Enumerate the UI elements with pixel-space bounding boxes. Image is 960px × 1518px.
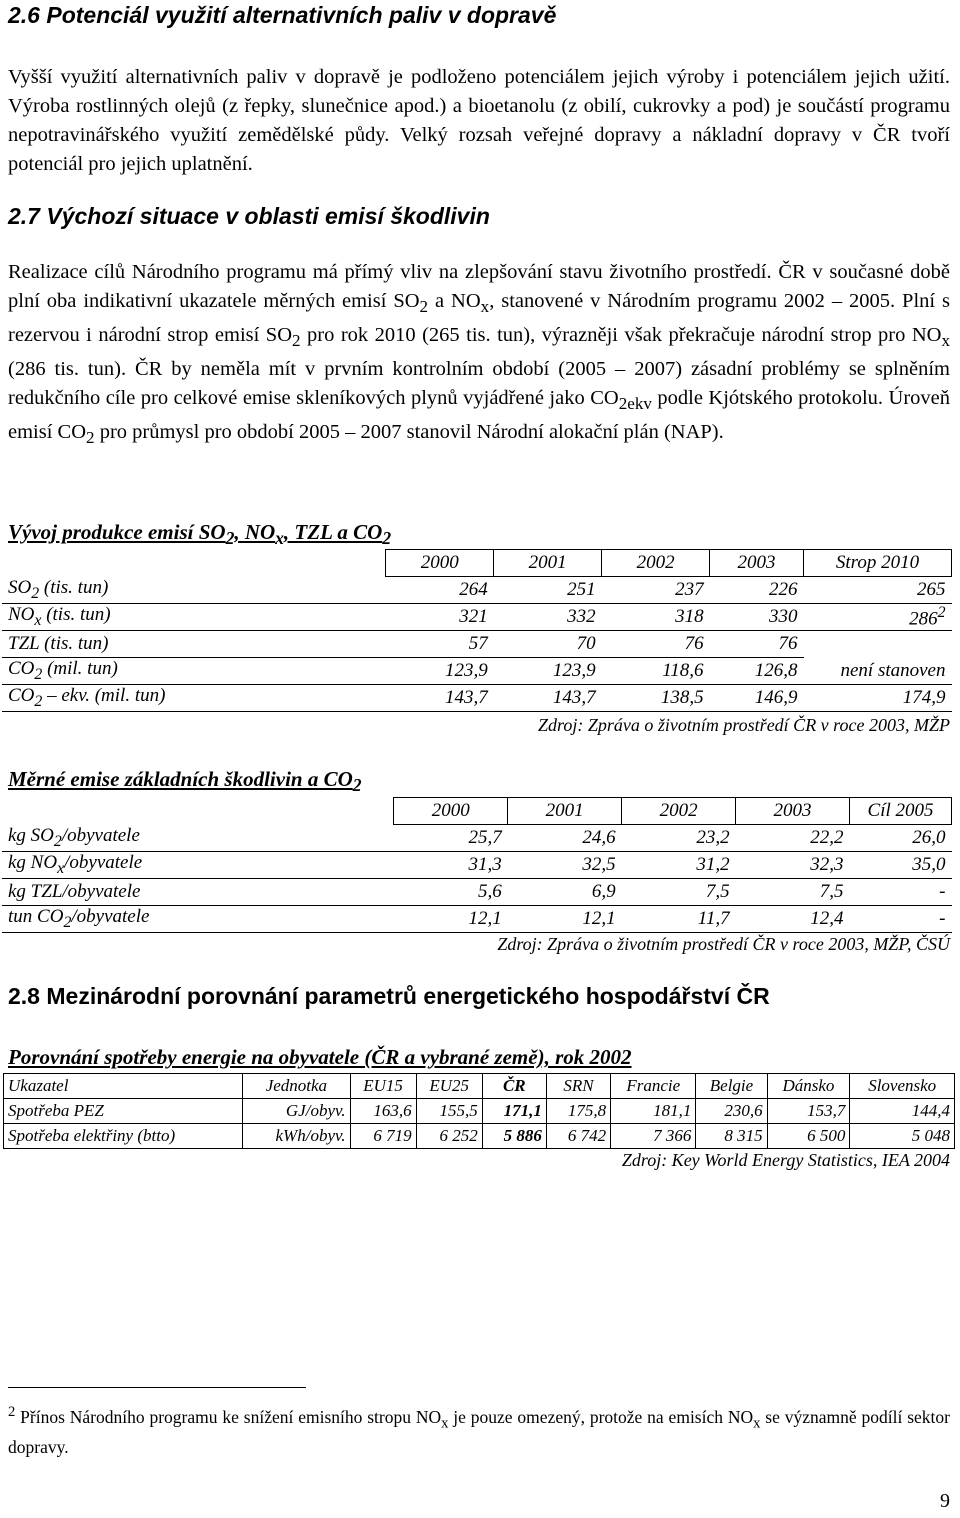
table-cell: 123,9 xyxy=(386,658,494,685)
table1-row-label: TZL (tis. tun) xyxy=(2,631,386,658)
table-cell: 7,5 xyxy=(736,879,850,906)
table2-caption: Měrné emise základních škodlivin a $CO_2$ xyxy=(8,767,362,796)
table-cell: 12,1 xyxy=(394,906,508,933)
table-cell: 251 xyxy=(494,577,602,604)
table-row xyxy=(2,879,952,906)
section-2-7-paragraph: Realizace cílů Národního programu má přímý vliv na zlepšování stavu životního prostředí. ČR v současné době plní oba indikativní ukazatele měrných emisí $SO_2$ a $NO_x$, stanovené v Národním programu 2002 – 2005. Plní s rezervou i národní strop emisí $SO_2$ pro rok 2010 (265 tis. tun), výrazněji však překračuje národní strop pro $NO_x$ (286 tis. tun). ČR by neměla mít v prvním kontrolním období (2005 – 2007) zásadní problémy se splněním redukčního cíle pro celkové emise skleníkových plynů vyjádřené jako $CO_{2ekv}$ podle Kjótského protokolu. Úroveň emisí $CO_2$ pro průmysl pro období 2005 – 2007 stanovil Národní alokační plán (NAP). xyxy=(8,261,950,448)
table-cell: 143,7 xyxy=(386,685,494,712)
table-cell: 181,1 xyxy=(611,1099,696,1124)
table1-emissions xyxy=(2,549,952,712)
table2-row-label: kg $SO_2$/obyvatele xyxy=(2,825,394,852)
table3-source: Zdroj: Key World Energy Statistics, IEA 2004 xyxy=(621,1150,950,1170)
table3-header: Francie xyxy=(611,1074,696,1099)
table-cell: 5 886 xyxy=(482,1124,546,1149)
table-cell: 12,1 xyxy=(508,906,622,933)
table-cell: 126,8 xyxy=(710,658,804,685)
table3-header: Ukazatel xyxy=(4,1074,243,1099)
table-cell: 143,7 xyxy=(494,685,602,712)
table-cell: 123,9 xyxy=(494,658,602,685)
table-cell: 144,4 xyxy=(850,1099,955,1124)
table-cell: 6 252 xyxy=(416,1124,482,1149)
table2-header: 2000 xyxy=(394,798,508,825)
table-cell: 32,5 xyxy=(508,852,622,879)
table2-header: 2002 xyxy=(622,798,736,825)
table1-row-label: $SO_2$ (tis. tun) xyxy=(2,577,386,604)
table3-header: SRN xyxy=(546,1074,610,1099)
table1-source: Zdroj: Zpráva o životním prostředí ČR v roce 2003, MŽP xyxy=(538,715,950,735)
table2-header: 2001 xyxy=(508,798,622,825)
table1-header: 2001 xyxy=(494,550,602,577)
table1-header: 2003 xyxy=(710,550,804,577)
table3-header: Slovensko xyxy=(850,1074,955,1099)
table-cell: 171,1 xyxy=(482,1099,546,1124)
table1-row-label: $NO_x$ (tis. tun) xyxy=(2,604,386,631)
table2-header: Cíl 2005 xyxy=(850,798,952,825)
table-cell: 31,2 xyxy=(622,852,736,879)
table-cell: Spotřeba elektřiny (btto) xyxy=(4,1124,243,1149)
table-cell: 226 xyxy=(710,577,804,604)
table1-header: 2002 xyxy=(602,550,710,577)
table-cell: 7 366 xyxy=(611,1124,696,1149)
table-row xyxy=(2,685,952,712)
table-cell: 318 xyxy=(602,604,710,631)
table-cell: 35,0 xyxy=(850,852,952,879)
table-cell: kWh/obyv. xyxy=(243,1124,350,1149)
table-cell: GJ/obyv. xyxy=(243,1099,350,1124)
table2-header-row xyxy=(2,798,952,825)
table-cell: 230,6 xyxy=(696,1099,767,1124)
table1-header: 2000 xyxy=(386,550,494,577)
table3-header: Jednotka xyxy=(243,1074,350,1099)
table-cell: 5 048 xyxy=(850,1124,955,1149)
table-cell: 175,8 xyxy=(546,1099,610,1124)
table-cell: 70 xyxy=(494,631,602,658)
table2-source: Zdroj: Zpráva o životním prostředí ČR v roce 2003, MŽP, ČSÚ xyxy=(497,934,950,954)
table-row xyxy=(2,906,952,933)
table-row xyxy=(2,825,952,852)
table-cell: 6 719 xyxy=(350,1124,416,1149)
table3-caption: Porovnání spotřeby energie na obyvatele (ČR a vybrané země), rok 2002 xyxy=(8,1045,632,1069)
table2-header: 2003 xyxy=(736,798,850,825)
table-row xyxy=(2,577,952,604)
footnote-divider xyxy=(8,1387,306,1388)
table-cell: 321 xyxy=(386,604,494,631)
table-cell: 57 xyxy=(386,631,494,658)
table-cell xyxy=(804,631,952,658)
table-row xyxy=(2,658,952,685)
table-cell: 32,3 xyxy=(736,852,850,879)
table-cell: 25,7 xyxy=(394,825,508,852)
table-cell: 31,3 xyxy=(394,852,508,879)
table-row xyxy=(4,1099,955,1124)
table-cell: $286^2$ xyxy=(804,604,952,631)
table-cell: 26,0 xyxy=(850,825,952,852)
section-2-6-paragraph: Vyšší využití alternativních paliv v dopravě je podloženo potenciálem jejich výroby i potenciálem jejich užití. Výroba rostlinných olejů (z řepky, slunečnice apod.) a bioetanolu (z obilí, cukrovky a pod) je součástí programu nepotravinářského využití zemědělské půdy. Velký rozsah veřejné dopravy a nákladní dopravy v ČR tvoří potenciál pro jejich uplatnění. xyxy=(8,66,950,175)
table-cell: 76 xyxy=(602,631,710,658)
table-cell: - xyxy=(850,906,952,933)
table2-row-label: tun $CO_2$/obyvatele xyxy=(2,906,394,933)
table-row xyxy=(2,604,952,631)
table-cell: 8 315 xyxy=(696,1124,767,1149)
table-cell: 76 xyxy=(710,631,804,658)
table-row xyxy=(2,852,952,879)
table3-header: ČR xyxy=(482,1074,546,1099)
table1-row-label: $CO_2$ (mil. tun) xyxy=(2,658,386,685)
table-cell: 22,2 xyxy=(736,825,850,852)
table1-header-row xyxy=(2,550,952,577)
table-cell: 5,6 xyxy=(394,879,508,906)
footnote-ref: 2 xyxy=(937,604,946,621)
table-cell: 24,6 xyxy=(508,825,622,852)
table2-row-label: kg $NO_x$/obyvatele xyxy=(2,852,394,879)
table-cell: 174,9 xyxy=(804,685,952,712)
table-cell: 6,9 xyxy=(508,879,622,906)
table-cell: 332 xyxy=(494,604,602,631)
table-cell: 6 500 xyxy=(767,1124,850,1149)
table3-header: EU25 xyxy=(416,1074,482,1099)
table-cell: 264 xyxy=(386,577,494,604)
table-cell: 6 742 xyxy=(546,1124,610,1149)
table-cell: není stanoven xyxy=(804,658,952,685)
table-cell: 138,5 xyxy=(602,685,710,712)
table3-header: Dánsko xyxy=(767,1074,850,1099)
table-row xyxy=(2,631,952,658)
table-row xyxy=(4,1124,955,1149)
table3-energy-comparison xyxy=(3,1073,955,1149)
section-2-7-title: 2.7 Výchozí situace v oblasti emisí škodlivin xyxy=(8,203,490,229)
table3-header: Belgie xyxy=(696,1074,767,1099)
table-cell: 330 xyxy=(710,604,804,631)
table3-header-row xyxy=(4,1074,955,1099)
table-cell: - xyxy=(850,879,952,906)
table-cell: Spotřeba PEZ xyxy=(4,1099,243,1124)
table3-header: EU15 xyxy=(350,1074,416,1099)
table2-specific-emissions xyxy=(2,797,952,933)
table-cell: 237 xyxy=(602,577,710,604)
table-cell: 163,6 xyxy=(350,1099,416,1124)
table-cell: 153,7 xyxy=(767,1099,850,1124)
section-2-6-title: 2.6 Potenciál využití alternativních paliv v dopravě xyxy=(8,2,557,28)
table1-header: Strop 2010 xyxy=(804,550,952,577)
table-cell: 265 xyxy=(804,577,952,604)
footnote: $^2$ Přínos Národního programu ke snížení emisního stropu $NO_x$ je pouze omezený, protože na emisích $NO_x$ se významně podílí sektor dopravy. xyxy=(8,1404,950,1458)
table-cell: 146,9 xyxy=(710,685,804,712)
section-2-8-title: 2.8 Mezinárodní porovnání parametrů energetického hospodářství ČR xyxy=(8,983,770,1009)
table-cell: 7,5 xyxy=(622,879,736,906)
table1-row-label: $CO_2$ – ekv. (mil. tun) xyxy=(2,685,386,712)
table-cell: 23,2 xyxy=(622,825,736,852)
page-number: 9 xyxy=(940,1490,950,1512)
table2-row-label: kg TZL/obyvatele xyxy=(2,879,394,906)
table1-caption: Vývoj produkce emisí $SO_2$, $NO_x$, TZL a $CO_2$ xyxy=(8,520,392,549)
table-cell: 155,5 xyxy=(416,1099,482,1124)
table-cell: 118,6 xyxy=(602,658,710,685)
table-cell: 11,7 xyxy=(622,906,736,933)
table-cell: 12,4 xyxy=(736,906,850,933)
